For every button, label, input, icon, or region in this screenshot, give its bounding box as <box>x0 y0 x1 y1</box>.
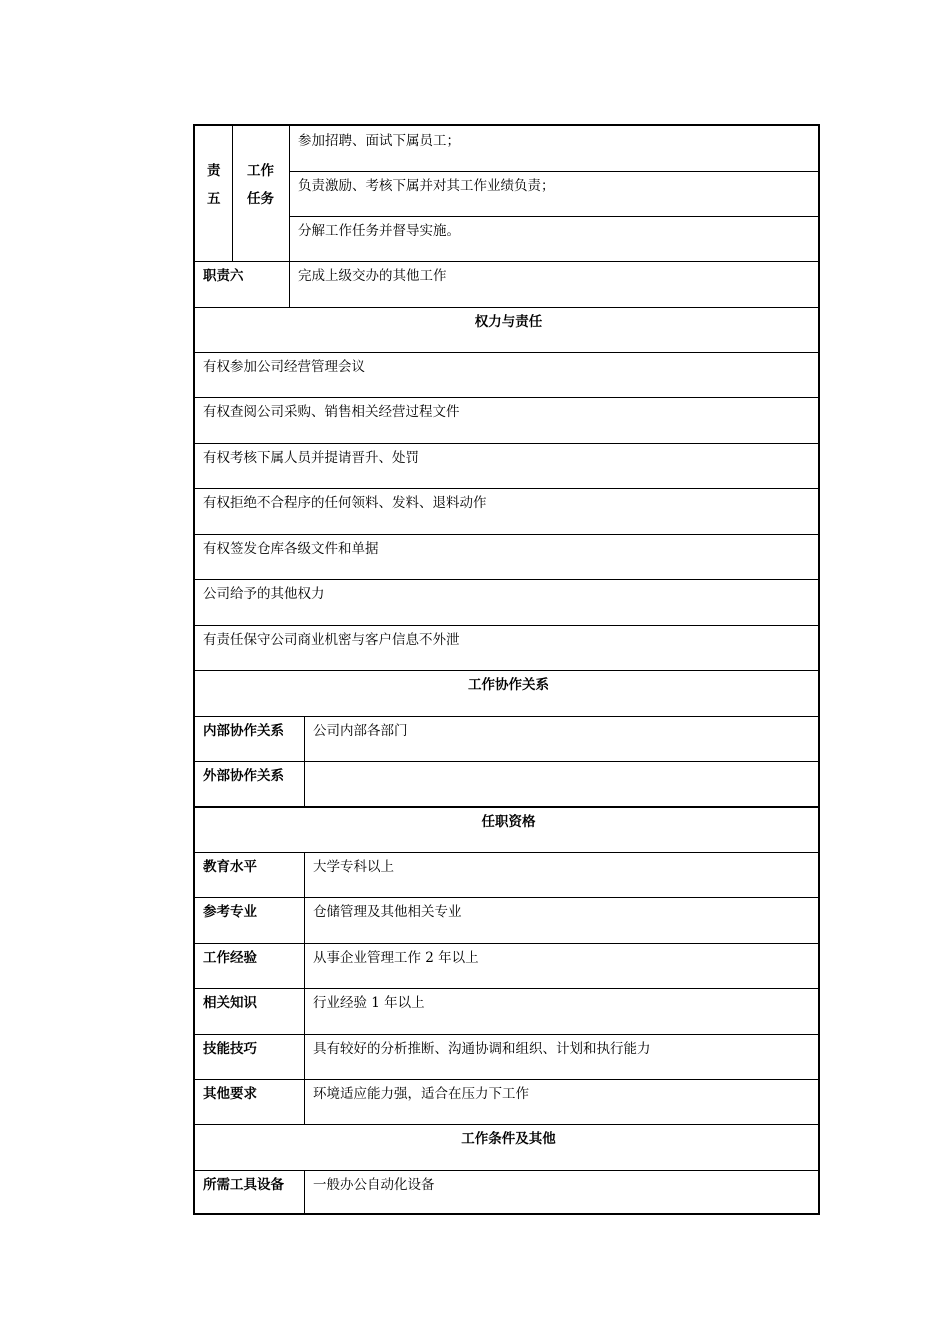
rule <box>195 1034 820 1035</box>
qualification-value: 从事企业管理工作 2 年以上 <box>313 950 479 966</box>
authority-item: 有权拒绝不合程序的任何领料、发料、退料动作 <box>203 495 487 511</box>
duty5-label-b: 五 <box>207 191 221 207</box>
rule <box>195 716 820 717</box>
rule <box>304 852 305 1124</box>
duty6-text: 完成上级交办的其他工作 <box>298 268 447 284</box>
qualification-value: 具有较好的分析推断、沟通协调和组织、计划和执行能力 <box>313 1041 651 1057</box>
rule <box>195 897 820 898</box>
rule <box>195 579 820 580</box>
authority-item: 有权签发仓库各级文件和单据 <box>203 541 379 557</box>
qualification-value: 大学专科以上 <box>313 859 394 875</box>
rule <box>195 397 820 398</box>
authority-item: 公司给予的其他权力 <box>203 586 325 602</box>
duty5-task: 负责激励、考核下属并对其工作业绩负责； <box>298 178 555 194</box>
duty5-sublabel-b: 任务 <box>247 191 274 207</box>
job-description-table <box>193 124 820 1215</box>
rule <box>195 988 820 989</box>
duty5-label-a: 责 <box>207 163 221 179</box>
authority-item: 有权参加公司经营管理会议 <box>203 359 365 375</box>
qualification-label: 其他要求 <box>203 1086 257 1102</box>
duty6-label: 职责六 <box>203 268 244 284</box>
rule <box>195 307 820 308</box>
rule <box>304 1170 305 1215</box>
rule <box>195 943 820 944</box>
authority-item: 有权考核下属人员并提请晋升、处罚 <box>203 450 419 466</box>
rule <box>195 670 820 671</box>
tools-value: 一般办公自动化设备 <box>313 1177 435 1193</box>
qualification-label: 参考专业 <box>203 904 257 920</box>
rule <box>232 126 233 261</box>
rule <box>195 852 820 853</box>
qualification-label: 技能技巧 <box>203 1041 257 1057</box>
tools-label: 所需工具设备 <box>203 1177 284 1193</box>
qualification-value: 行业经验 1 年以上 <box>313 995 425 1011</box>
rule <box>195 1170 820 1171</box>
qualification-label: 工作经验 <box>203 950 257 966</box>
rule <box>289 126 290 307</box>
qualification-value: 环境适应能力强，适合在压力下工作 <box>313 1086 529 1102</box>
qualification-header: 任职资格 <box>481 814 536 830</box>
external-cooperation-label: 外部协作关系 <box>203 768 284 784</box>
authority-header: 权力与责任 <box>474 314 543 330</box>
rule <box>195 761 820 762</box>
rule <box>289 171 820 172</box>
authority-item: 有责任保守公司商业机密与客户信息不外泄 <box>203 632 460 648</box>
rule <box>195 1124 820 1125</box>
conditions-header: 工作条件及其他 <box>461 1131 556 1147</box>
internal-cooperation-value: 公司内部各部门 <box>313 723 408 739</box>
duty5-task: 参加招聘、面试下属员工； <box>298 133 460 149</box>
rule <box>195 488 820 489</box>
duty5-task: 分解工作任务并督导实施。 <box>298 223 460 239</box>
rule <box>304 716 305 807</box>
rule <box>195 625 820 626</box>
rule <box>195 1079 820 1080</box>
internal-cooperation-label: 内部协作关系 <box>203 723 284 739</box>
rule <box>195 534 820 535</box>
rule <box>289 216 820 217</box>
qualification-label: 教育水平 <box>203 859 257 875</box>
cooperation-header: 工作协作关系 <box>468 677 549 693</box>
duty5-sublabel-a: 工作 <box>247 163 274 179</box>
rule <box>195 806 820 808</box>
authority-item: 有权查阅公司采购、销售相关经营过程文件 <box>203 404 460 420</box>
rule <box>195 443 820 444</box>
qualification-value: 仓储管理及其他相关专业 <box>313 904 462 920</box>
qualification-label: 相关知识 <box>203 995 257 1011</box>
rule <box>195 352 820 353</box>
